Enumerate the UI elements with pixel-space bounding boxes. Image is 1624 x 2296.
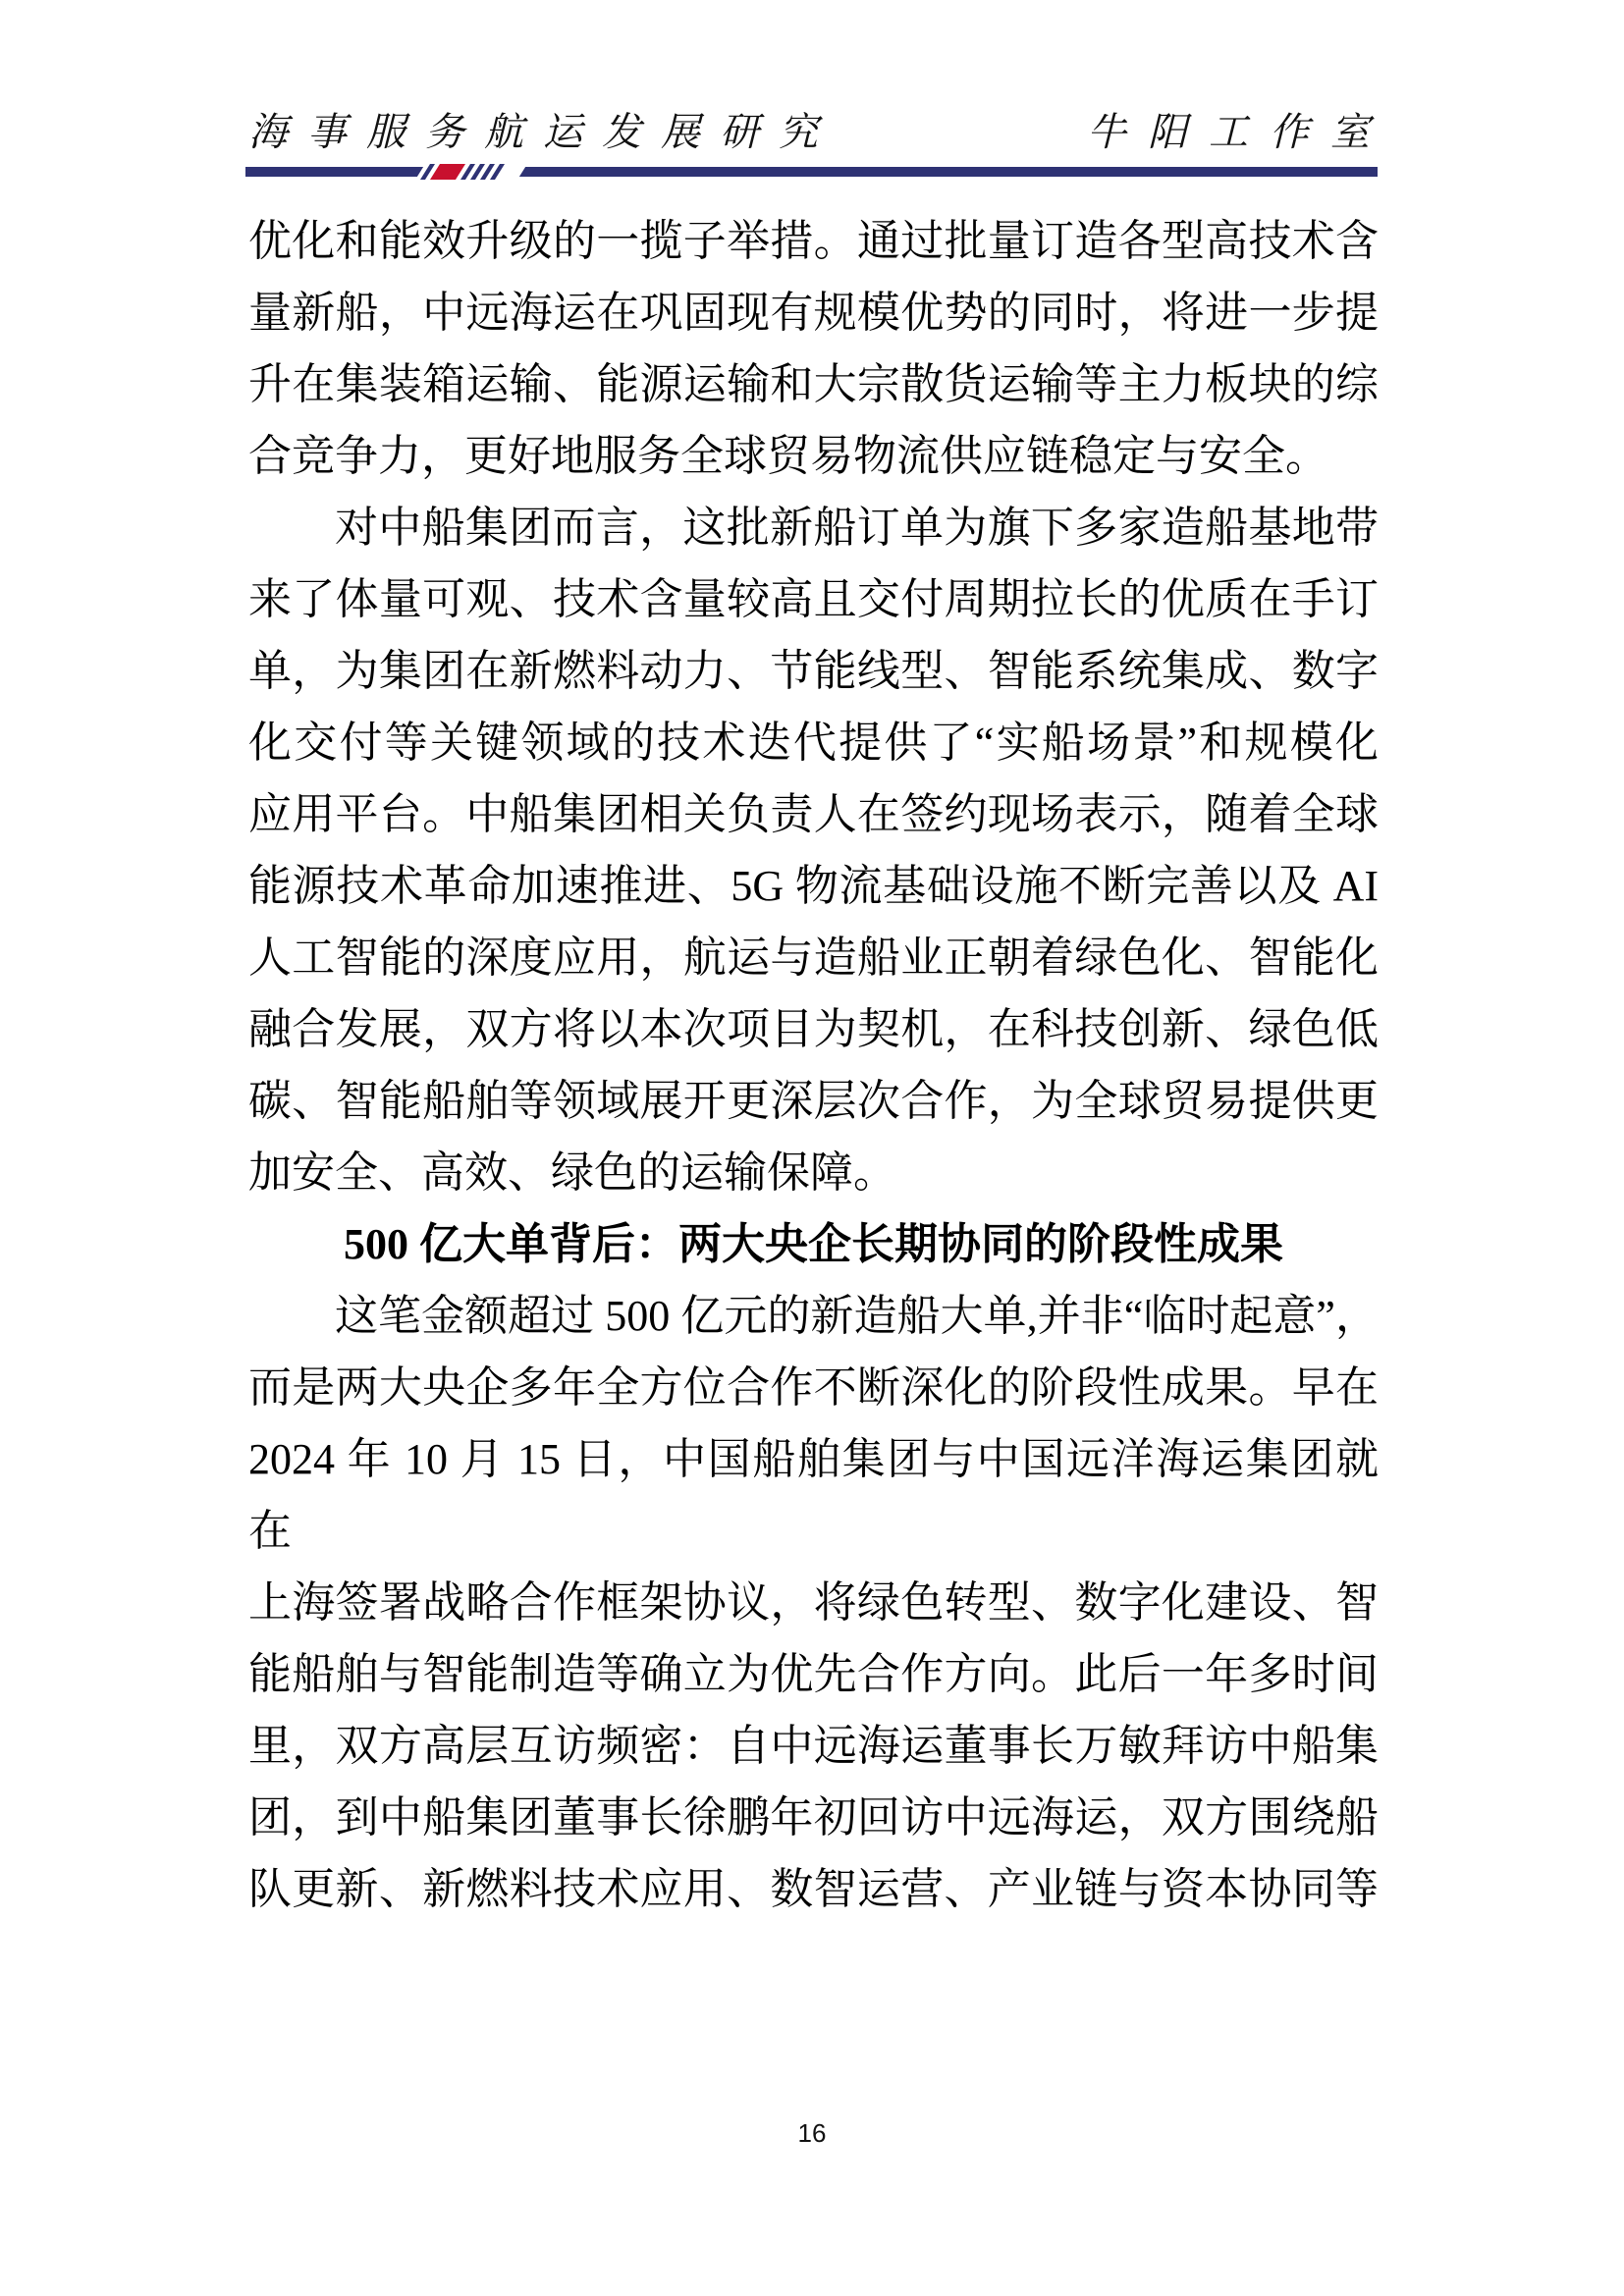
body-line: 这笔金额超过 500 亿元的新造船大单,并非“临时起意”， (335, 1292, 1379, 1340)
body-line: 能源技术革命加速推进、5G 物流基础设施不断完善以及 AI (248, 862, 1379, 910)
header-rule (245, 167, 1378, 177)
body-line: 而是两大央企多年全方位合作不断深化的阶段性成果。早在 (248, 1363, 1379, 1412)
body-line: 能船舶与智能制造等确立为优先合作方向。此后一年多时间 (248, 1650, 1379, 1698)
body-line: 合竞争力，更好地服务全球贸易物流供应链稳定与安全。 (248, 432, 1328, 480)
body-line: 2024 年 10 月 15 日，中国船舶集团与中国远洋海运集团就在 (248, 1435, 1379, 1555)
section-heading: 500 亿大单背后：两大央企长期协同的阶段性成果 (344, 1220, 1283, 1268)
body-line: 单，为集团在新燃料动力、节能线型、智能系统集成、数字 (248, 647, 1379, 695)
header-right-title: 牛阳工作室 (1087, 110, 1391, 154)
body-line: 量新船，中远海运在巩固现有规模优势的同时，将进一步提 (248, 289, 1379, 337)
body-line: 应用平台。中船集团相关负责人在签约现场表示，随着全球 (248, 790, 1379, 838)
body-line: 优化和能效升级的一揽子举措。通过批量订造各型高技术含 (248, 217, 1379, 265)
body-line: 上海签署战略合作框架协议，将绿色转型、数字化建设、智 (248, 1578, 1379, 1627)
body-line: 里，双方高层互访频密：自中远海运董事长万敏拜访中船集 (248, 1722, 1379, 1770)
document-body (248, 205, 1379, 1925)
accent-red-block (430, 164, 465, 180)
body-line: 团，到中船集团董事长徐鹏年初回访中远海运，双方围绕船 (248, 1793, 1379, 1842)
header-rule-accent (415, 164, 527, 180)
body-line: 对中船集团而言，这批新船订单为旗下多家造船基地带 (335, 504, 1379, 552)
body-line: 来了体量可观、技术含量较高且交付周期拉长的优质在手订 (248, 575, 1379, 623)
page-number: 16 (797, 2118, 827, 2148)
body-line: 人工智能的深度应用，航运与造船业正朝着绿色化、智能化 (248, 934, 1379, 982)
header-left-title: 海事服务航运发展研究 (248, 110, 838, 154)
body-line: 加安全、高效、绿色的运输保障。 (248, 1148, 896, 1197)
body-line: 碳、智能船舶等领域展开更深层次合作，为全球贸易提供更 (248, 1077, 1379, 1125)
body-line: 队更新、新燃料技术应用、数智运营、产业链与资本协同等 (248, 1865, 1379, 1913)
body-line: 融合发展，双方将以本次项目为契机，在科技创新、绿色低 (248, 1005, 1379, 1053)
body-line: 化交付等关键领域的技术迭代提供了“实船场景”和规模化 (248, 719, 1379, 767)
body-line: 升在集装箱运输、能源运输和大宗散货运输等主力板块的综 (248, 360, 1379, 408)
